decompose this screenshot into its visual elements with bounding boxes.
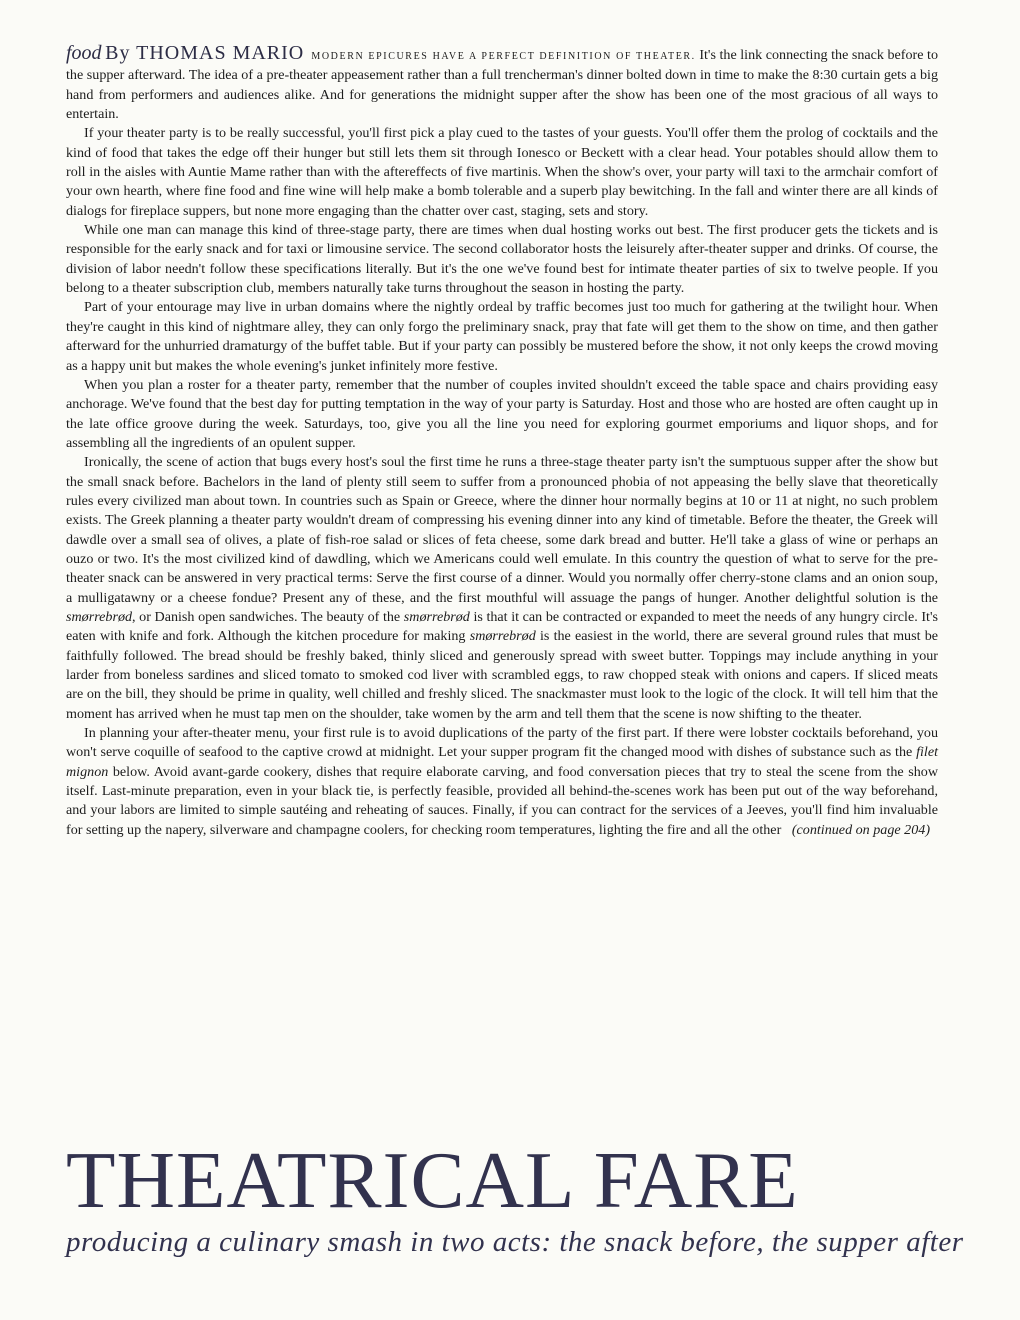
paragraph-1 [66,44,938,124]
continued-note: (continued on page 204) [791,821,931,838]
paragraph-7 [66,724,938,840]
article-body [66,44,938,840]
smorrebrod-term: smørrebrød [66,608,133,625]
lead-in-caps: MODERN EPICURES HAVE A PERFECT DEFINITION OF THEATER. [311,51,696,62]
paragraph-6 [66,453,938,724]
paragraph-5: When you plan a roster for a theater party, remember that the number of couples invited shouldn't exceed the table space and chairs providing easy anchorage. We've found that the best day for putting temptation in the way of your party is Saturday. Host and those who are hosted are often caught up in the late office groove during the week. Saturdays, too, give you all the line you need for exploring gourmet emporiums and liquor shops, and for assembling all the ingredients of an opulent supper. [66,376,938,451]
paragraph-6-text-d: is the easiest in the world, there are several ground rules that must be faithfully followed. The bread should be freshly baked, thinly sliced and generously spread with sweet butter. Toppings may include anything in your larder from boneless sardines and sliced tomato to smoked cod liver with scrambled eggs, to raw chopped steak with onions and capers. If sliced meats are on the bill, they should be prime in quality, well chilled and freshly sliced. The snackmaster must look to the logic of the clock. It will tell him that the moment has arrived when he must tap men on the shoulder, take women by the arm and tell them that the scene is now shifting to the theater. [66,628,939,722]
filet-mignon-term: filet mignon [66,744,938,780]
section-tag: food [66,42,102,64]
paragraph-6-text-a: Ironically, the scene of action that bugs every host's soul the first time he runs a three-stage theater party isn't the sumptuous supper after the show but the small snack before. Bachelors in the land of plenty still seem to suffer from a pronounced phobia of not appeasing the belly slave that theoretically rules every civilized man about town. In countries such as Spain or Greece, where the dinner hour normally begins at 10 or 11 at night, no such problem exists. The Greek planning a theater party wouldn't dream of compressing his evening dinner into any kind of timetable. Before the theater, the Greek will dawdle over a small sea of olives, a plate of fish-roe salad or slices of feta cheese, some dark bread and butter. He'll take a glass of wine or perhaps an ouzo or two. It's the most civilized kind of dawdling, which we Americans could well emulate. In this country the question of what to serve for the pre-theater snack can be answered in very practical terms: Serve the first course of a dinner. Would you normally offer cherry-stone clams and an onion soup, a mulligatawny or a cheese fondue? Present any of these, and the first mouthful will assuage the pangs of hunger. Another delightful solution is the [66,454,938,606]
smorrebrod-term: smørrebrød [469,628,536,645]
smorrebrod-term: smørrebrød [403,608,470,625]
paragraph-7-text-b: below. Avoid avant-garde cookery, dishes that require elaborate carving, and food conversation pieces that try to steal the scene from the show itself. Last-minute preparation, even in your black tie, is perfectly feasible, provided all behind-the-scenes work has been put out of the way beforehand, and your labors are limited to simple sautéing and reheating of sauces. Finally, if you can contract for the services of a Jeeves, you'll find him invaluable for setting up the napery, silverware and champagne coolers, for checking room temperatures, lighting the fire and all the other [66,763,938,838]
article-title: THEATRICAL FARE [66,1135,799,1225]
paragraph-6-text-b: , or Danish open sandwiches. The beauty of the [132,608,404,625]
byline: By THOMAS MARIO [105,42,305,64]
paragraph-1-text: It's the link connecting the snack before to the supper afterward. The idea of a pre-theater appeasement rather than a full trencherman's dinner bolted down in time to make the 8:30 curtain gets a big hand from performers and audiences alike. And for generations the midnight supper after the show has been one of the most gracious of all ways to entertain. [66,47,939,123]
paragraph-2: If your theater party is to be really successful, you'll first pick a play cued to the tastes of your guests. You'll offer them the prolog of cocktails and the kind of food that takes the edge off their hunger but still lets them sit through Ionesco or Beckett with a clear head. Your potables should allow them to roll in the aisles with Auntie Mame rather than with the aftereffects of five martinis. When the show's over, your party will taxi to the armchair comfort of your own hearth, where fine food and fine wine will help make a bomb tolerable and a superb play bewitching. In the fall and winter there are all kinds of dialogs for fireplace suppers, but none more engaging than the chatter over cast, staging, sets and story. [66,125,938,219]
article-subtitle: producing a culinary smash in two acts: the snack before, the supper after [66,1226,964,1258]
paragraph-4: Part of your entourage may live in urban domains where the nightly ordeal by traffic becomes just too much for gathering at the twilight hour. When they're caught in this kind of nightmare alley, they can only forgo the preliminary snack, pray that fate will get them to the show on time, and then gather afterward for the unhurried dramaturgy of the buffet table. But if your party can possibly be mustered before the show, it not only keeps the crowd moving as a happy unit but makes the whole evening's junket infinitely more festive. [66,299,938,374]
paragraph-3: While one man can manage this kind of three-stage party, there are times when dual hosting works out best. The first producer gets the tickets and is responsible for the early snack and for taxi or limousine service. The second collaborator hosts the leisurely after-theater supper and drinks. Of course, the division of labor needn't follow these specifications literally. But it's the one we've found best for intimate theater parties of six to twelve people. If you belong to a theater subscription club, members naturally take turns throughout the season in hosting the party. [66,222,938,297]
paragraph-7-text-a: In planning your after-theater menu, your first rule is to avoid duplications of the party of the first part. If there were lobster cocktails beforehand, you won't serve coquille of seafood to the captive crowd at midnight. Let your supper program fit the changed mood with dishes of substance such as the [66,725,938,761]
paragraph-6-text-c: is that it can be contracted or expanded to meet the needs of any hungry circle. It's eaten with knife and fork. Although the kitchen procedure for making [66,608,938,645]
